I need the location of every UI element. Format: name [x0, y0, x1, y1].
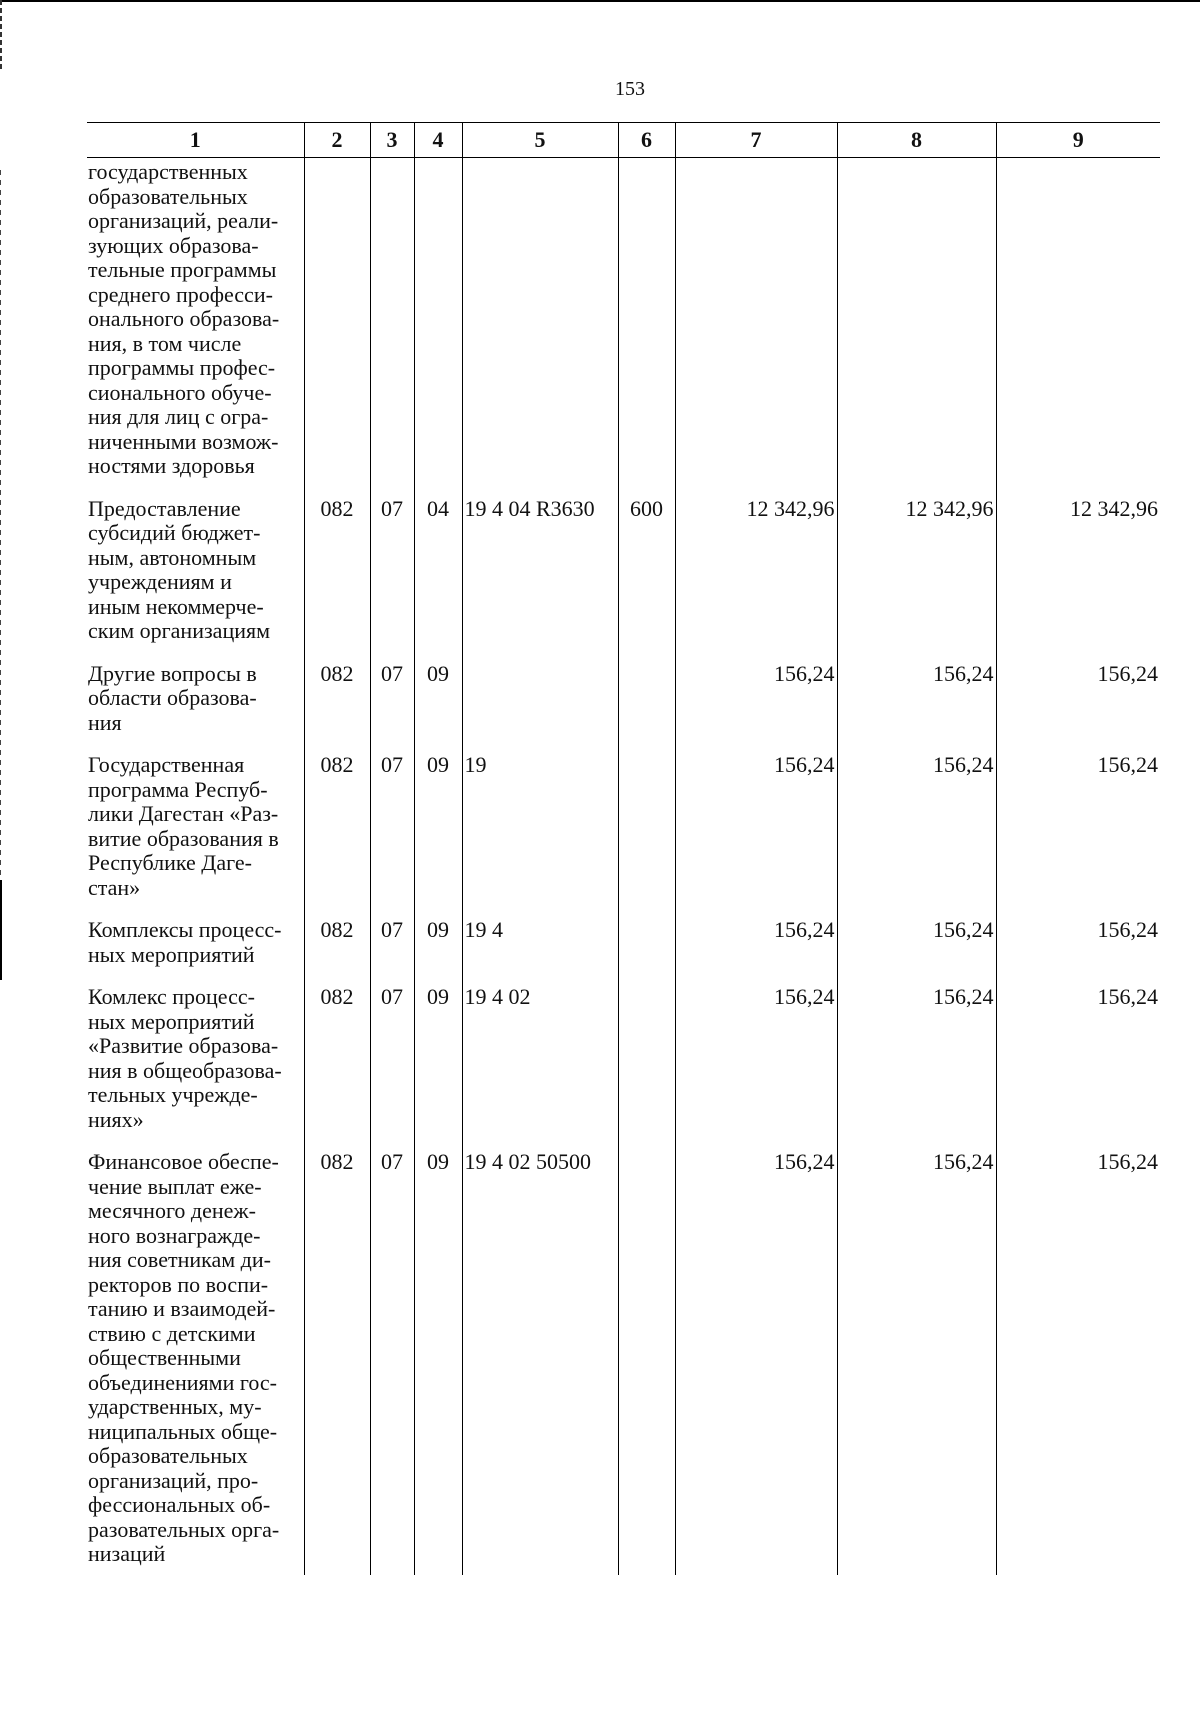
expense-type-cell: [618, 751, 675, 916]
scan-top-border: [0, 0, 1200, 2]
item-name-line: ния для лиц с огра-: [88, 404, 269, 429]
subsection-cell: 09: [414, 916, 462, 983]
section-cell: 07: [370, 495, 414, 660]
item-name-line: Комлекс процесс-: [88, 984, 255, 1009]
amount-col7-cell: 156,24: [675, 660, 837, 752]
item-name-line: ниципальных обще-: [88, 1418, 278, 1444]
target-article-cell: 19 4 02 50500: [462, 1148, 618, 1575]
table-body: [87, 158, 1160, 1575]
column-header: 3: [370, 123, 414, 158]
table-row: [87, 751, 1160, 916]
item-name-cell: [87, 751, 304, 916]
item-name-line: области образова-: [88, 685, 257, 710]
item-name-line: тельные программы: [88, 257, 277, 282]
item-name-line: Республике Даге-: [88, 850, 252, 875]
item-name-line: ния: [88, 709, 122, 735]
section-cell: [370, 158, 414, 495]
target-article-cell: 19 4: [462, 916, 618, 983]
scan-left-edge-line: [0, 880, 2, 980]
expense-type-cell: [618, 660, 675, 752]
item-name-line: образовательных: [88, 1443, 248, 1468]
item-name-line: ным, автономным: [88, 544, 257, 570]
column-header: 9: [996, 123, 1160, 158]
column-header: 6: [618, 123, 675, 158]
amount-col9-cell: 156,24: [996, 916, 1160, 983]
admin-code-cell: 082: [304, 983, 370, 1148]
table-row: [87, 1148, 1160, 1575]
amount-col8-cell: 156,24: [837, 983, 996, 1148]
item-name-line: танию и взаимодей-: [88, 1296, 276, 1321]
column-header: 8: [837, 123, 996, 158]
admin-code-cell: [304, 158, 370, 495]
admin-code-cell: 082: [304, 1148, 370, 1575]
admin-code-cell: 082: [304, 495, 370, 660]
section-cell: 07: [370, 751, 414, 916]
column-header: 4: [414, 123, 462, 158]
amount-col8-cell: 156,24: [837, 751, 996, 916]
item-name-line: стан»: [88, 874, 141, 900]
page-number: 153: [615, 78, 645, 100]
item-name-line: Предоставление: [88, 495, 241, 521]
amount-col7-cell: [675, 158, 837, 495]
target-article-cell: 19 4 04 R3630: [462, 495, 618, 660]
table-row: [87, 983, 1160, 1148]
expense-type-cell: [618, 1148, 675, 1575]
item-name-line: витие образования в: [88, 825, 279, 851]
item-name-line: государственных: [88, 159, 248, 184]
item-name-line: лики Дагестан «Раз-: [88, 801, 279, 826]
item-name-line: учреждениям и: [88, 569, 232, 594]
amount-col7-cell: 156,24: [675, 751, 837, 916]
item-name-line: ния советникам ди-: [88, 1247, 271, 1272]
amount-col9-cell: 156,24: [996, 1148, 1160, 1575]
amount-col9-cell: 156,24: [996, 983, 1160, 1148]
section-cell: 07: [370, 916, 414, 983]
subsection-cell: 09: [414, 660, 462, 752]
item-name-line: ским организациям: [88, 618, 271, 643]
amount-col9-cell: 12 342,96: [996, 495, 1160, 660]
item-name-line: месячного денеж-: [88, 1198, 256, 1223]
subsection-cell: 09: [414, 751, 462, 916]
subsection-cell: [414, 158, 462, 495]
amount-col8-cell: 12 342,96: [837, 495, 996, 660]
item-name-cell: [87, 916, 304, 983]
table-row: [87, 495, 1160, 660]
item-name-line: тельных учрежде-: [88, 1082, 258, 1107]
expense-type-cell: 600: [618, 495, 675, 660]
expense-type-cell: [618, 158, 675, 495]
item-name-line: «Развитие образова-: [88, 1033, 279, 1058]
item-name-line: программы профес-: [88, 355, 276, 380]
item-name-line: ниях»: [88, 1106, 144, 1132]
target-article-cell: [462, 660, 618, 752]
section-cell: 07: [370, 1148, 414, 1575]
item-name-line: чение выплат еже-: [88, 1173, 262, 1199]
item-name-cell: [87, 983, 304, 1148]
item-name-line: программа Респуб-: [88, 776, 268, 802]
item-name-line: организаций, про-: [88, 1467, 259, 1493]
budget-table: [87, 122, 1160, 1575]
item-name-line: организаций, реали-: [88, 208, 279, 233]
amount-col9-cell: 156,24: [996, 660, 1160, 752]
item-name-line: ния в общеобразова-: [88, 1057, 282, 1083]
item-name-line: общественными: [88, 1345, 241, 1370]
amount-col7-cell: 12 342,96: [675, 495, 837, 660]
amount-col9-cell: [996, 158, 1160, 495]
item-name-line: ностями здоровья: [88, 453, 255, 478]
scan-left-edge-mark: [0, 0, 2, 70]
item-name-line: ствию с детскими: [88, 1320, 256, 1346]
target-article-cell: [462, 158, 618, 495]
expense-type-cell: [618, 916, 675, 983]
subsection-cell: 04: [414, 495, 462, 660]
item-name-line: ректоров по воспи-: [88, 1271, 269, 1297]
section-cell: 07: [370, 983, 414, 1148]
amount-col9-cell: 156,24: [996, 751, 1160, 916]
target-article-cell: 19 4 02: [462, 983, 618, 1148]
item-name-line: ударственных, му-: [88, 1394, 262, 1419]
table-row: [87, 916, 1160, 983]
item-name-line: субсидий бюджет-: [88, 520, 261, 545]
scan-left-edge-dashes: [0, 170, 1, 980]
item-name-line: Комплексы процесс-: [88, 917, 282, 942]
item-name-line: ного вознагражде-: [88, 1222, 261, 1248]
item-name-line: зующих образова-: [88, 232, 259, 258]
header-row: [87, 123, 1160, 158]
item-name-line: онального образова-: [88, 306, 280, 331]
item-name-line: образовательных: [88, 183, 248, 209]
item-name-line: Финансовое обеспе-: [88, 1149, 279, 1174]
item-name-line: низаций: [88, 1541, 166, 1566]
amount-col7-cell: 156,24: [675, 1148, 837, 1575]
column-header: 5: [462, 123, 618, 158]
amount-col7-cell: 156,24: [675, 983, 837, 1148]
column-header: 1: [87, 123, 304, 158]
amount-col8-cell: 156,24: [837, 660, 996, 752]
item-name-cell: [87, 495, 304, 660]
subsection-cell: 09: [414, 1148, 462, 1575]
item-name-line: ных мероприятий: [88, 941, 255, 967]
section-cell: 07: [370, 660, 414, 752]
item-name-cell: [87, 158, 304, 495]
item-name-line: Другие вопросы в: [88, 660, 257, 686]
item-name-cell: [87, 1148, 304, 1575]
item-name-line: ния, в том числе: [88, 330, 242, 356]
item-name-line: среднего професси-: [88, 281, 273, 307]
amount-col8-cell: [837, 158, 996, 495]
column-header: 2: [304, 123, 370, 158]
item-name-line: ниченными возмож-: [88, 428, 279, 454]
item-name-line: фессиональных об-: [88, 1492, 271, 1517]
table-row: [87, 158, 1160, 495]
admin-code-cell: 082: [304, 916, 370, 983]
subsection-cell: 09: [414, 983, 462, 1148]
target-article-cell: 19: [462, 751, 618, 916]
item-name-line: разовательных орга-: [88, 1516, 280, 1542]
expense-type-cell: [618, 983, 675, 1148]
amount-col8-cell: 156,24: [837, 916, 996, 983]
column-header: 7: [675, 123, 837, 158]
admin-code-cell: 082: [304, 660, 370, 752]
item-name-line: иным некоммерче-: [88, 593, 264, 619]
amount-col7-cell: 156,24: [675, 916, 837, 983]
item-name-line: ных мероприятий: [88, 1008, 255, 1034]
item-name-line: объединениями гос-: [88, 1369, 277, 1395]
item-name-line: сионального обуче-: [88, 379, 272, 405]
admin-code-cell: 082: [304, 751, 370, 916]
item-name-line: Государственная: [88, 752, 245, 777]
item-name-cell: [87, 660, 304, 752]
table-row: [87, 660, 1160, 752]
amount-col8-cell: 156,24: [837, 1148, 996, 1575]
